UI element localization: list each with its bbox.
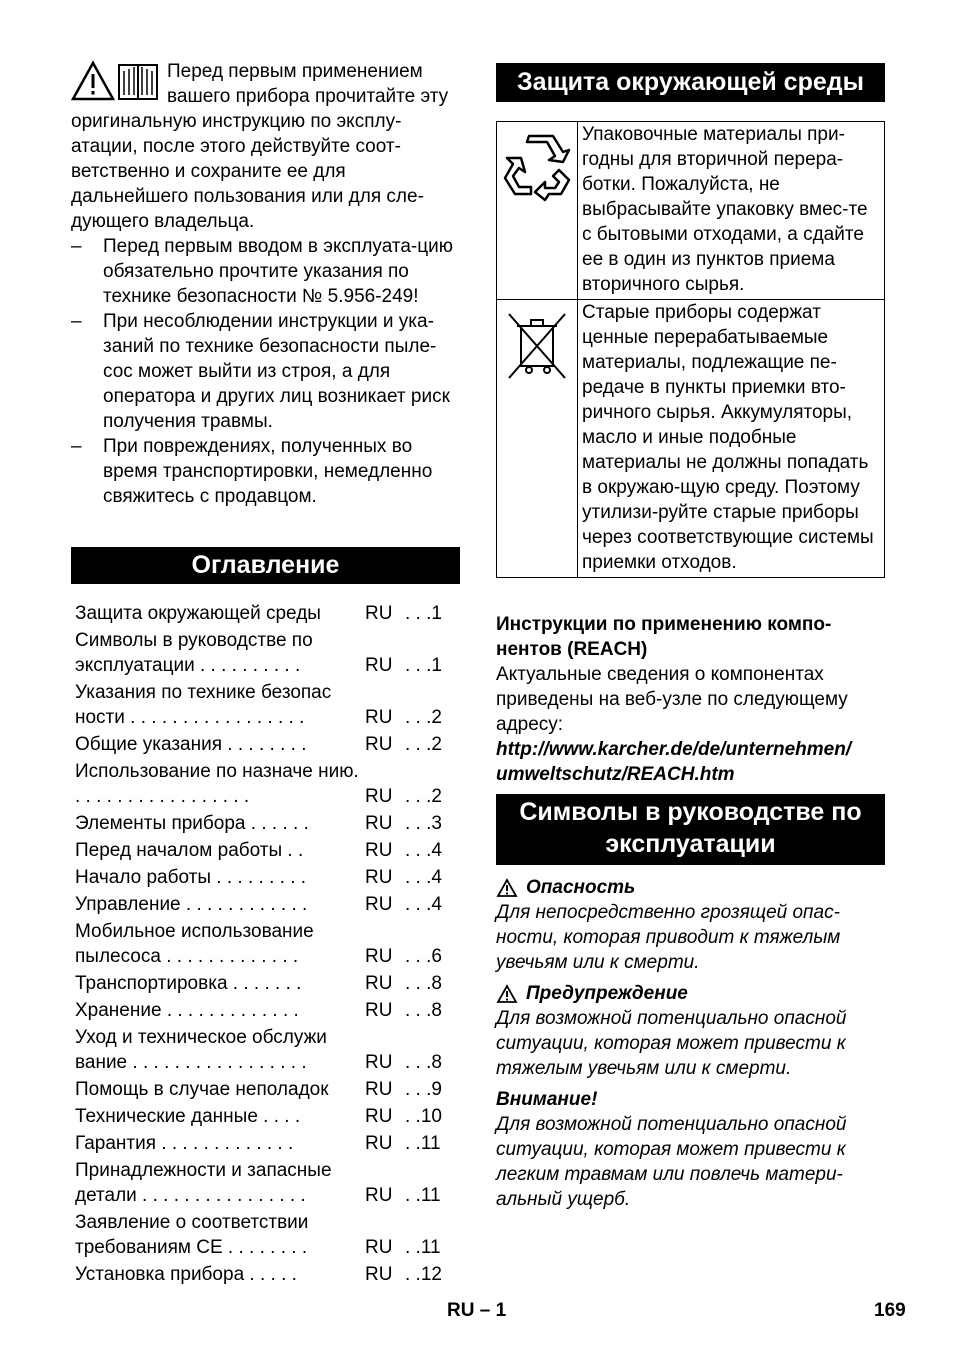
table-row: [497, 122, 885, 300]
toc-row[interactable]: [71, 892, 460, 917]
reach-url-link[interactable]: http://www.karcher.de/de/unternehmen/ umweltschutz/REACH.htm: [496, 739, 852, 785]
toc-title: Элементы прибора . . . . . .: [75, 813, 309, 834]
toc-row[interactable]: [71, 1262, 460, 1287]
danger-label: [496, 875, 885, 900]
caution-label: Внимание!: [496, 1089, 598, 1110]
crossed-bin-icon: [499, 308, 575, 384]
toc-page: . . .8: [405, 973, 442, 994]
toc-row[interactable]: [71, 1025, 460, 1075]
toc-lang: RU: [365, 973, 393, 994]
toc-row[interactable]: [71, 811, 460, 836]
warning-triangle-icon: [496, 878, 518, 898]
toc-lang: RU: [365, 1185, 393, 1206]
intro-bullet: – При несоблюдении инструкции и ука-заний по технике безопасности пыле-сос может выйти из строя, а для оператора и других лиц возникает риск получения травмы.: [71, 309, 460, 434]
warning-triangle-icon: [496, 984, 518, 1004]
reach-title: Инструкции по применению компо-нентов (REACH): [496, 614, 832, 660]
table-row: [497, 300, 885, 578]
toc-lang: RU: [365, 894, 393, 915]
warning-label-text: Предупреждение: [526, 983, 688, 1004]
intro-icons: [71, 59, 163, 103]
toc-title: Транспортировка . . . . . . .: [75, 973, 302, 994]
toc-page: . . .2: [405, 707, 442, 728]
reach-text: Актуальные сведения о компонентах приведены на веб-узле по следующему адресу:: [496, 664, 848, 735]
toc-lang: RU: [365, 867, 393, 888]
toc-row[interactable]: [71, 971, 460, 996]
toc-page: . . .4: [405, 840, 442, 861]
toc-lang: RU: [365, 1264, 393, 1285]
toc-lang: RU: [365, 946, 393, 967]
table-cell: Старые приборы содержат ценные перерабатываемые материалы, подлежащие пе-редаче в пункты приемки вто-ричного сырья. Аккумуляторы, масло и иные подобные материалы не должны попадать в окружаю-щую среду. Поэтому утилизи-руйте старые приборы через соответствующие системы приемки отходов.: [578, 300, 885, 578]
environment-table: [496, 121, 885, 578]
caution-text: Для возможной потенциально опасной ситуации, которая может привести к легким травмам или повлечь матери-альный ущерб.: [496, 1114, 847, 1210]
toc-row[interactable]: [71, 1131, 460, 1156]
toc-title: Мобильное использование пылесоса . . . . . . . . . . . . .: [75, 921, 314, 967]
toc-page: . .10: [405, 1106, 442, 1127]
toc-title: Технические данные . . . .: [75, 1106, 301, 1127]
toc-page: . . .4: [405, 894, 442, 915]
toc-title: Использование по назначе нию. . . . . . . . . . . . . . . . . .: [75, 761, 359, 807]
toc-page: . . .9: [405, 1079, 442, 1100]
toc-page: . . .2: [405, 734, 442, 755]
toc-row[interactable]: [71, 1210, 460, 1260]
toc-lang: RU: [365, 1133, 393, 1154]
toc-title: Заявление о соответствии требованиям CE . . . . . . . .: [75, 1212, 309, 1258]
toc-lang: RU: [365, 1000, 393, 1021]
manual-book-icon: [119, 65, 157, 99]
intro-section: [71, 59, 460, 509]
toc-row[interactable]: [71, 680, 460, 730]
toc-lang: RU: [365, 786, 393, 807]
footer-section-code: RU – 1: [447, 1300, 507, 1321]
toc-lang: RU: [365, 603, 393, 624]
danger-text: Для непосредственно грозящей опас-ности, которая приводит к тяжелым увечьям или к смерти.: [496, 902, 841, 973]
warning-label: [496, 981, 885, 1006]
toc-title: Указания по технике безопас ности . . . . . . . . . . . . . . . . .: [75, 682, 332, 728]
toc-page: . . .1: [405, 655, 442, 676]
toc-page: . .12: [405, 1264, 442, 1285]
table-cell: Упаковочные материалы при-годны для вторичной перера-ботки. Пожалуйста, не выбрасывайте упаковку вмес-те с бытовыми отходами, а сдайте ее в один из пунктов приема вторичного сырья.: [578, 122, 885, 300]
toc-row[interactable]: [71, 601, 460, 626]
toc-page: . . .8: [405, 1052, 442, 1073]
reach-section: [496, 612, 885, 787]
toc-row[interactable]: [71, 865, 460, 890]
warning-triangle-icon: [73, 63, 113, 99]
toc-lang: RU: [365, 1052, 393, 1073]
icon-cell: [497, 300, 578, 578]
toc-title: Хранение . . . . . . . . . . . . .: [75, 1000, 299, 1021]
toc-row[interactable]: [71, 919, 460, 969]
toc-page: . . .8: [405, 1000, 442, 1021]
toc-lang: RU: [365, 1237, 393, 1258]
danger-label-text: Опасность: [526, 877, 636, 898]
toc-title: Символы в руководстве по эксплуатации . . . . . . . . . .: [75, 630, 313, 676]
toc-page: . . .2: [405, 786, 442, 807]
toc-row[interactable]: [71, 1158, 460, 1208]
symbols-section: [496, 875, 885, 1212]
intro-bullet: – Перед первым вводом в эксплуата-цию обязательно прочтите указания по технике безопасности № 5.956-249!: [71, 234, 460, 309]
toc-title: Установка прибора . . . . .: [75, 1264, 297, 1285]
toc-row[interactable]: [71, 1077, 460, 1102]
toc-page: . . .4: [405, 867, 442, 888]
toc-page: . .11: [405, 1133, 441, 1154]
toc-title: Помощь в случае неполадок: [75, 1079, 329, 1100]
toc-row[interactable]: [71, 628, 460, 678]
toc-page: . . .6: [405, 946, 442, 967]
intro-bullets: [71, 234, 460, 509]
toc-title: Управление . . . . . . . . . . . .: [75, 894, 308, 915]
toc-lang: RU: [365, 734, 393, 755]
toc-page: . .11: [405, 1185, 441, 1206]
icon-cell: [497, 122, 578, 300]
toc-title: Перед началом работы . .: [75, 840, 304, 861]
toc-page: . . .3: [405, 813, 442, 834]
toc-title: Начало работы . . . . . . . . .: [75, 867, 307, 888]
toc-heading: Оглавление: [71, 547, 460, 584]
toc-lang: RU: [365, 813, 393, 834]
toc-row[interactable]: [71, 732, 460, 757]
toc-row[interactable]: [71, 998, 460, 1023]
table-of-contents: [71, 601, 460, 1289]
toc-lang: RU: [365, 655, 393, 676]
toc-page: . . .1: [405, 603, 442, 624]
toc-title: Гарантия . . . . . . . . . . . . .: [75, 1133, 294, 1154]
toc-lang: RU: [365, 1106, 393, 1127]
footer-page-number: 169: [874, 1300, 906, 1321]
toc-row[interactable]: [71, 1104, 460, 1129]
intro-bullet: – При повреждениях, полученных во время транспортировки, немедленно свяжитесь с продавцом.: [71, 434, 460, 509]
symbols-heading: Символы в руководстве по эксплуатации: [496, 794, 885, 865]
toc-lang: RU: [365, 1079, 393, 1100]
toc-title: Принадлежности и запасные детали . . . . . . . . . . . . . . . .: [75, 1160, 332, 1206]
toc-row[interactable]: [71, 838, 460, 863]
environment-heading: Защита окружающей среды: [496, 63, 885, 102]
toc-title: Защита окружающей среды: [75, 603, 321, 624]
toc-page: . .11: [405, 1237, 441, 1258]
toc-lang: RU: [365, 707, 393, 728]
recycle-icon: [499, 130, 575, 206]
toc-lang: RU: [365, 840, 393, 861]
toc-row[interactable]: [71, 759, 460, 809]
warning-text: Для возможной потенциально опасной ситуации, которая может привести к тяжелым увечьям или к смерти.: [496, 1008, 847, 1079]
intro-text: Перед первым применением вашего прибора прочитайте эту оригинальную инструкцию по эксплу-атации, после этого действуйте соот-ветственно и сохраните ее для дальнейшего пользования или для сле-дующего владельца.: [71, 61, 449, 232]
toc-title: Уход и техническое обслужи вание . . . . . . . . . . . . . . . . .: [75, 1027, 327, 1073]
toc-title: Общие указания . . . . . . . .: [75, 734, 307, 755]
